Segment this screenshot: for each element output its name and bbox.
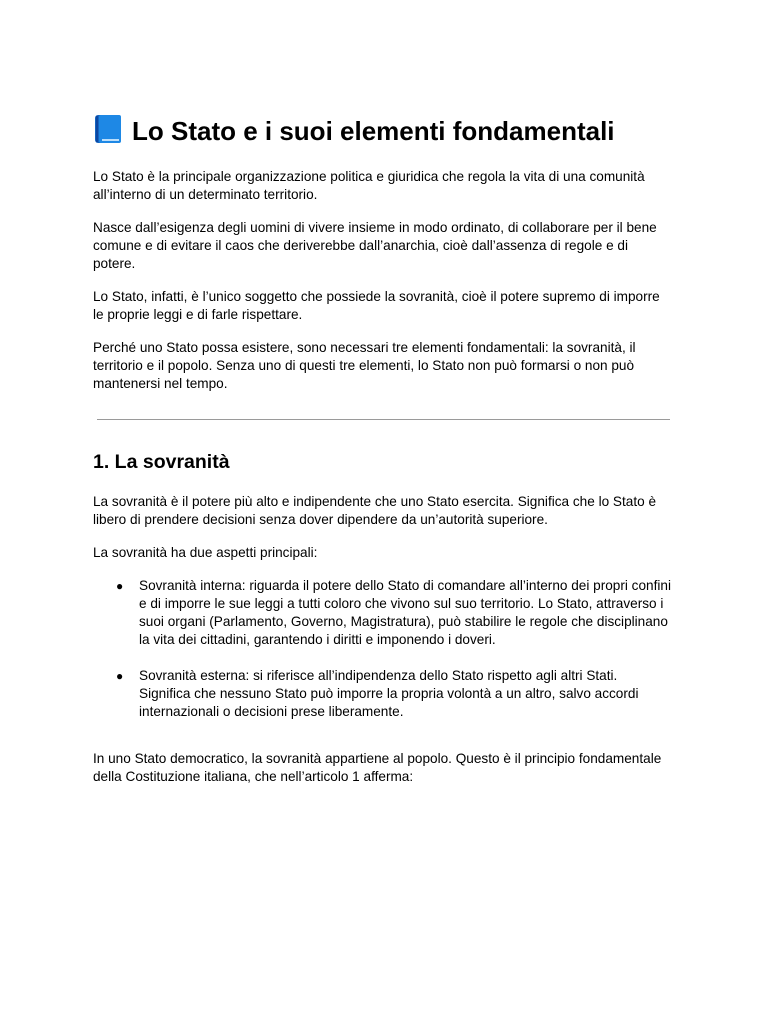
bullet-icon: ●	[116, 669, 124, 683]
intro-paragraph: Lo Stato è la principale organizzazione politica e giuridica che regola la vita di una comunità all’interno di un determinato territorio.	[93, 169, 645, 202]
intro-paragraph: Lo Stato, infatti, è l’unico soggetto che possiede la sovranità, cioè il potere supremo di imporre le proprie leggi e di farle rispettare.	[93, 289, 660, 322]
section-paragraph: In uno Stato democratico, la sovranità appartiene al popolo. Questo è il principio fondamentale della Costituzione italiana, che nell’articolo 1 afferma:	[93, 751, 662, 784]
list-item-text: Sovranità esterna: si riferisce all’indipendenza dello Stato rispetto agli altri Stati. Significa che nessuno Stato può imporre la propria volontà a un altro, salvo accordi internazionali o decisioni prese liberamente.	[139, 668, 639, 719]
bullet-icon: ●	[116, 579, 124, 593]
horizontal-divider	[97, 419, 670, 420]
intro-paragraph: Perché uno Stato possa esistere, sono necessari tre elementi fondamentali: la sovranità, il territorio e il popolo. Senza uno di questi tre elementi, lo Stato non può formarsi o non può mantenersi nel tempo.	[93, 340, 636, 391]
page-title-text: Lo Stato e i suoi elementi fondamentali	[132, 116, 615, 146]
page-title	[93, 112, 672, 154]
intro-paragraph: Nasce dall’esigenza degli uomini di vivere insieme in modo ordinato, di collaborare per il bene comune e di evitare il caos che deriverebbe dall’anarchia, cioè dall’assenza di regole e di potere.	[93, 220, 657, 271]
section-heading-sovranita: 1. La sovranità	[93, 451, 230, 473]
sovranita-aspects-list	[93, 577, 672, 721]
intro-section	[93, 168, 672, 393]
section-paragraph: La sovranità è il potere più alto e indipendente che uno Stato esercita. Significa che lo Stato è libero di prendere decisioni senza dover dipendere da un’autorità superiore.	[93, 494, 656, 527]
list-item-text: Sovranità interna: riguarda il potere dello Stato di comandare all’interno dei propri confini e di imporre le sue leggi a tutti coloro che vivono sul suo territorio. Lo Stato, attraverso i suoi organi (Parlamento, Governo, Magistratura), può stabilire le regole che disciplinano la vita dei cittadini, garantendo i diritti e imponendo i doveri.	[139, 578, 671, 647]
list-item	[93, 667, 672, 721]
list-item	[93, 577, 672, 649]
section-paragraph: La sovranità ha due aspetti principali:	[93, 545, 318, 560]
blue-book-icon	[93, 114, 123, 154]
